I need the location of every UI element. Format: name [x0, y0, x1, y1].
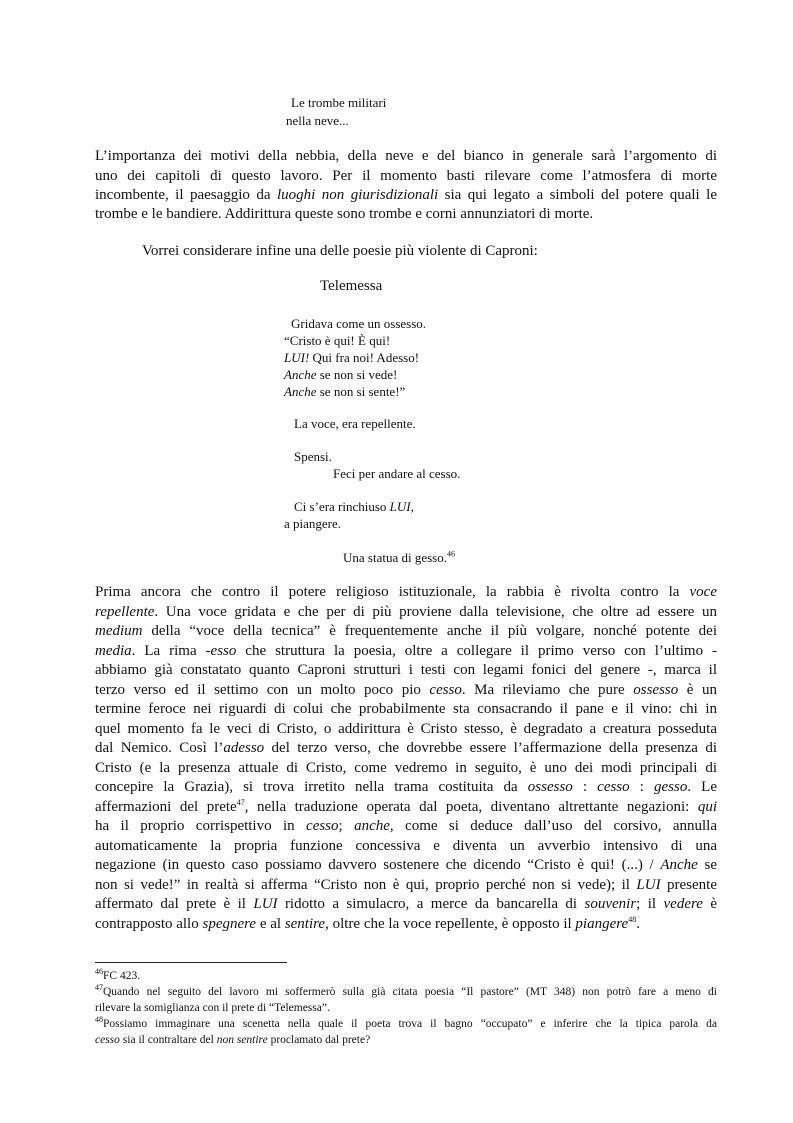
paragraph-3-line: abbiamo già constatato quanto Caproni strutturi i testi con legami fonici del genere -, marca il: [95, 662, 717, 678]
poem-line: Gridava come un ossesso.: [291, 316, 427, 331]
poem-line: Feci per andare al cesso.: [333, 466, 461, 481]
paragraph-3-line: non si vede!” in realtà si afferma “Cristo non è qui, proprio perché non si vede); il LUI presente: [95, 877, 717, 893]
poem-line: Spensi.: [294, 449, 332, 464]
paragraph-1-line: L’importanza dei motivi della nebbia, della neve e del bianco in generale sarà l’argomento di: [95, 148, 717, 164]
poem-line: “Cristo è qui! È qui!: [284, 333, 391, 348]
paragraph-3-line: termine feroce nei riguardi di colui che probabilmente sta consacrando il pane e il vino: chi in: [95, 701, 717, 717]
poem-line: Una statua di gesso.$^{46}$: [343, 549, 455, 565]
paragraph-2: Vorrei considerare infine una delle poesie più violente di Caproni:: [142, 243, 538, 259]
paragraph-3-line: affermato dal prete è il LUI ridotto a simulacro, a merce da bancarella di souvenir; il vedere è: [95, 896, 717, 912]
poem-line: a piangere.: [284, 516, 342, 531]
paragraph-3-line: ha il proprio corrispettivo in cesso; anche, come si deduce dall’uso del corsivo, annulla: [95, 818, 717, 834]
footnote-47: $^{47}$Quando nel seguito del lavoro mi soffermerò sulla già citata poesia “Il pastore” (MT 348) non potrò fare a meno di: [95, 983, 717, 998]
footnote-divider: [95, 962, 287, 963]
paragraph-3-line: quel momento fa le veci di Cristo, o addirittura è Cristo stesso, è degradato a creatura posseduta: [95, 721, 717, 737]
footnote-ref-47: 47: [236, 798, 245, 807]
footnote-ref-48: 48: [628, 915, 637, 924]
paragraph-1-line: trombe e le bandiere. Addirittura queste sono trombe e corni annunziatori di morte.: [95, 206, 594, 222]
paragraph-3-line: dal Nemico. Così l’adesso del terzo verso, che dovrebbe essere l’affermazione della presenza di: [95, 740, 717, 756]
paragraph-3-line: contrapposto allo spegnere e al sentire, oltre che la voce repellente, è opposto il piangere$^{48}$.: [95, 915, 640, 932]
paragraph-1-line: uno dei capitoli di questo lavoro. Per il momento basti rilevare come l’atmosfera di morte: [95, 168, 717, 184]
paragraph-3-line: repellente. Una voce gridata e che per di più proviene dalla televisione, che oltre ad essere un: [95, 604, 717, 620]
paragraph-3-line: medium della “voce della tecnica” è frequentemente anche il più volgare, nonché potente dei: [95, 623, 717, 639]
footnote-48: $^{48}$Possiamo immaginare una scenetta nella quale il poeta trova il bagno “occupato” e inferire che la tipica parola da: [95, 1015, 717, 1030]
paragraph-3-line: negazione (in questo caso possiamo davvero sostenere che dicendo “Cristo è qui! (...) / Anche se: [95, 857, 717, 873]
poem-line: LUI! Qui fra noi! Adesso!: [284, 350, 420, 365]
footnote-ref-46: 46: [446, 549, 455, 559]
top-poem-line-2: nella neve...: [286, 113, 349, 128]
poem-line: Ci s’era rinchiuso LUI,: [294, 499, 414, 514]
paragraph-3-line: Cristo (e la presenza attuale di Cristo, come vedremo in seguito, è uno dei modi principali di: [95, 760, 717, 776]
paragraph-1-line: incombente, il paesaggio da luoghi non giurisdizionali sia qui legato a simboli del potere quali le: [95, 187, 717, 203]
poem-title: Telemessa: [320, 278, 383, 294]
paragraph-3-line: Prima ancora che contro il potere religioso istituzionale, la rabbia è rivolta contro la voce: [95, 584, 717, 600]
paragraph-3-line: automaticamente la propria funzione concessiva e diventa un avverbio intensivo di una: [95, 838, 717, 854]
poem-line: La voce, era repellente.: [294, 416, 416, 431]
top-poem-line-1: Le trombe militari: [291, 95, 387, 110]
poem-line: Anche se non si sente!”: [284, 384, 406, 399]
footnote-48-cont: cesso sia il contraltare del non sentire proclamato dal prete?: [95, 1034, 371, 1046]
paragraph-3-line: affermazioni del prete$^{47}$, nella traduzione operata dal poeta, diventano altrettante negazioni: qui: [95, 798, 717, 815]
footnote-46: $^{46}$FC 423.: [95, 967, 141, 982]
footnote-47-cont: rilevare la somiglianza con il prete di “Telemessa”.: [95, 1002, 330, 1014]
poem-line: Anche se non si vede!: [284, 367, 398, 382]
paragraph-3-line: terzo verso ed il settimo con un molto poco pio cesso. Ma rileviamo che pure ossesso è un: [95, 682, 717, 698]
paragraph-3-line: concepire la Grazia), si trova irretito nella trama costituita da ossesso : cesso : gesso. Le: [95, 779, 718, 795]
paragraph-3-line: media. La rima -esso che struttura la poesia, oltre a collegare il primo verso con l’ultimo -: [95, 643, 717, 659]
